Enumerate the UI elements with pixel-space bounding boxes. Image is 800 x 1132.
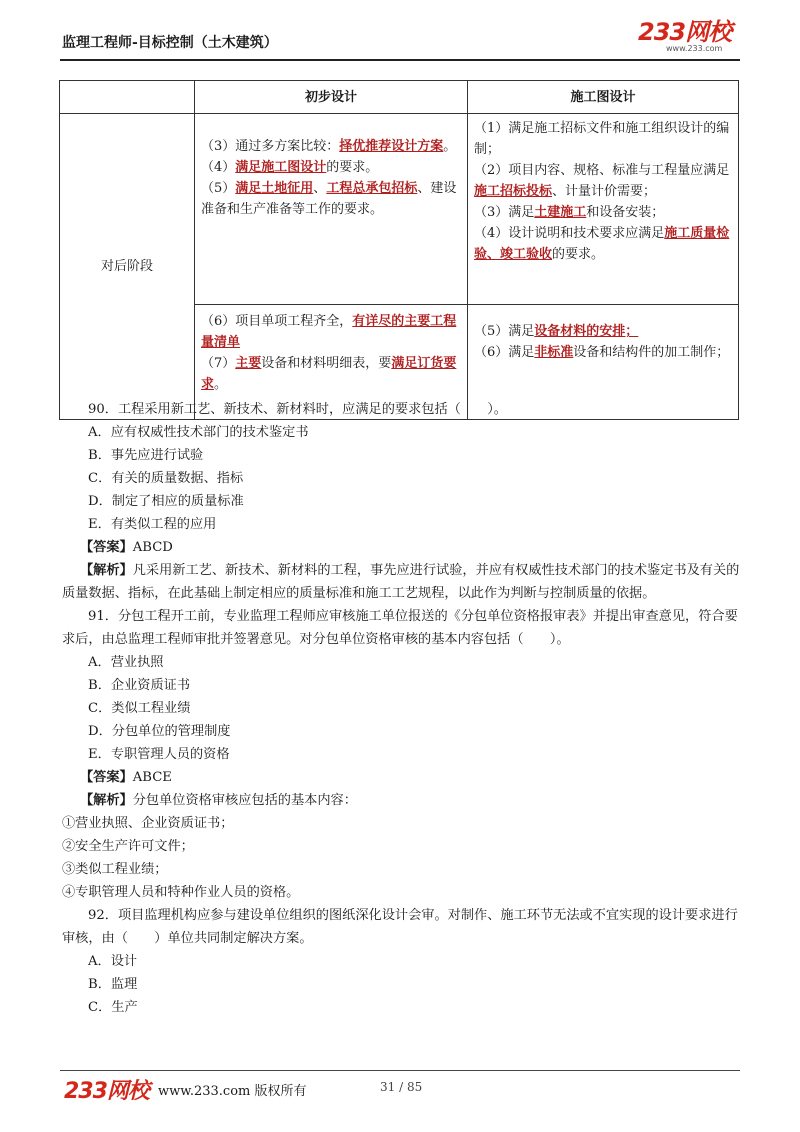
table-corner-cell (60, 81, 195, 114)
cell-construction-2: （5）满足设备材料的安排； （6）满足非标准设备和结构件的加工制作； (468, 305, 739, 420)
page-number: 31 / 85 (380, 1080, 423, 1094)
question-90-option-c: C．有关的质量数据、指标 (88, 471, 244, 486)
analysis-point: ③类似工程业绩； (62, 862, 168, 877)
analysis-point: ②安全生产许可文件； (62, 839, 194, 854)
question-92-stem: 92．项目监理机构应参与建设单位组织的图纸深化设计会审。对制作、施工环节无法或不宜实现的设计要求进行审核，由（ ）单位共同制定解决方案。 (62, 908, 738, 946)
table-row (60, 114, 739, 305)
question-90-option-d: D．制定了相应的质量标准 (88, 494, 244, 509)
question-91-option-b: B．企业资质证书 (88, 678, 191, 693)
question-content (62, 398, 740, 1019)
cell-preliminary-1: （3）通过多方案比较：择优推荐设计方案。 （4）满足施工图设计的要求。 （5）满足土地征用、工程总承包招标、建设准备和生产准备等工作的要求。 (195, 114, 468, 305)
question-91-answer: 【答案】ABCE (80, 770, 172, 785)
footer-copyright: www.233.com 版权所有 (158, 1084, 307, 1099)
header-divider (60, 59, 740, 61)
stage-label: 对后阶段 (60, 114, 195, 420)
question-92-option-c: C．生产 (88, 1000, 138, 1015)
col-header-preliminary: 初步设计 (195, 81, 468, 114)
logo-text: 233网校 (638, 18, 732, 46)
question-90-stem: 90．工程采用新工艺、新技术、新材料时，应满足的要求包括（ ）。 (88, 402, 507, 417)
table-header-row (60, 81, 739, 114)
question-91-option-a: A．营业执照 (88, 655, 164, 670)
question-90-option-e: E．有类似工程的应用 (88, 517, 217, 532)
analysis-point: ①营业执照、企业资质证书； (62, 816, 234, 831)
question-91-option-c: C．类似工程业绩 (88, 701, 191, 716)
brand-logo (638, 20, 748, 56)
cell-construction-1: （1）满足施工招标文件和施工组织设计的编制； （2）项目内容、规格、标准与工程量应满足施工招标投标、计量计价需要； （3）满足土建施工和设备安装； （4）设计说明和技术要求应满足施工质量检验、竣工验收的要求。 (468, 114, 739, 305)
question-91-analysis: 【解析】分包单位资格审核应包括的基本内容： (80, 793, 357, 808)
design-comparison-table (59, 80, 739, 420)
question-90-option-a: A．应有权威性技术部门的技术鉴定书 (88, 425, 309, 440)
analysis-point: ④专职管理人员和特种作业人员的资格。 (62, 885, 300, 900)
question-92-option-b: B．监理 (88, 977, 138, 992)
question-90-analysis: 【解析】凡采用新工艺、新技术、新材料的工程，事先应进行试验，并应有权威性技术部门的技术鉴定书及有关的质量数据、指标，在此基础上制定相应的质量标准和施工工艺规程，以此作为判断与控制质量的依据。 (62, 563, 740, 601)
document-title: 监理工程师-目标控制（土木建筑） (62, 35, 278, 51)
question-92-option-a: A．设计 (88, 954, 138, 969)
footer-divider (60, 1070, 740, 1071)
question-90-option-b: B．事先应进行试验 (88, 448, 204, 463)
question-91-option-e: E．专职管理人员的资格 (88, 747, 230, 762)
col-header-construction: 施工图设计 (468, 81, 739, 114)
footer-logo: 233网校 (64, 1079, 149, 1104)
question-90-answer: 【答案】ABCD (80, 540, 173, 555)
logo-url: www.233.com (666, 44, 723, 53)
cell-preliminary-2: （6）项目单项工程齐全，有详尽的主要工程量清单 （7）主要设备和材料明细表，要满足订货要求。 (195, 305, 468, 420)
question-91-option-d: D．分包单位的管理制度 (88, 724, 231, 739)
question-91-stem: 91．分包工程开工前，专业监理工程师应审核施工单位报送的《分包单位资格报审表》并提出审查意见，符合要求后，由总监理工程师审批并签署意见。对分包单位资格审核的基本内容包括（ ）。 (62, 609, 738, 647)
